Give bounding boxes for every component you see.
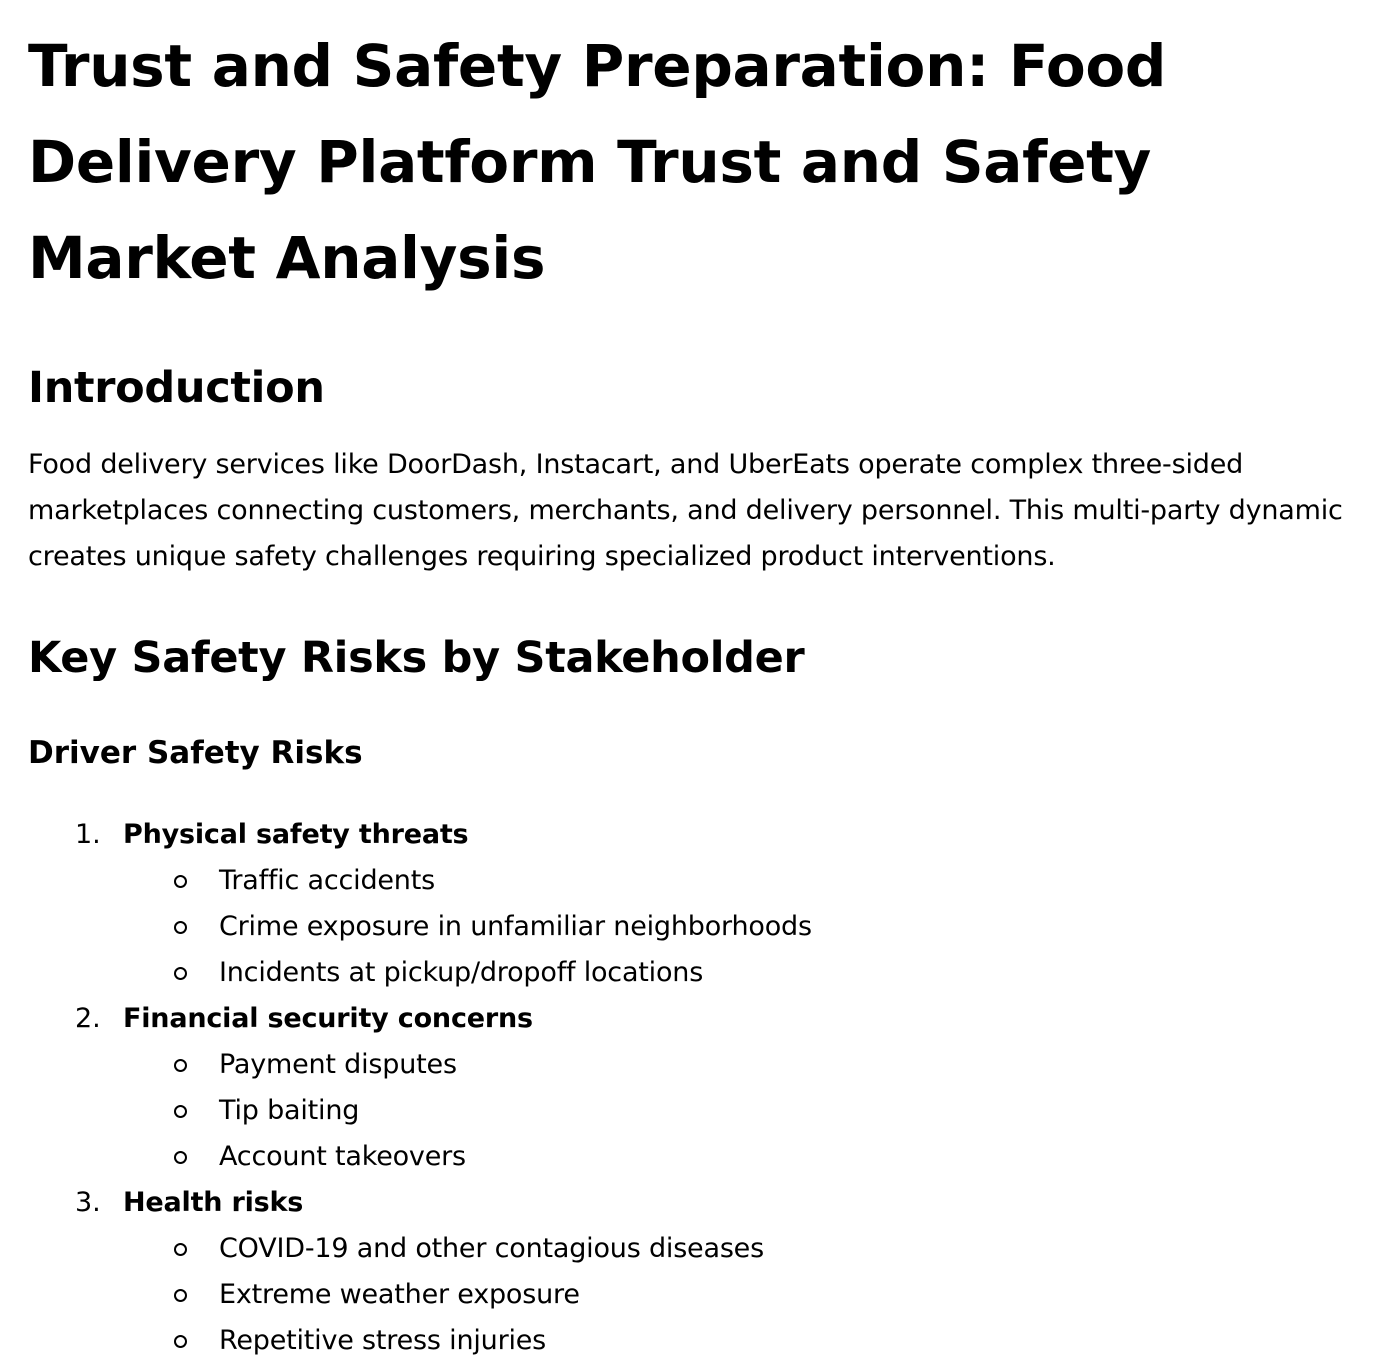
sub-list-item <box>123 1088 1372 1134</box>
hollow-circle-bullet-icon <box>174 875 187 888</box>
sub-list-item <box>123 1042 1372 1088</box>
hollow-circle-bullet-icon <box>174 967 187 980</box>
sub-item-text: Payment disputes <box>219 1049 457 1080</box>
sub-list-item <box>123 1318 1372 1364</box>
sub-item-text: Repetitive stress injuries <box>219 1325 547 1356</box>
risk-title: Health risks <box>123 1187 304 1218</box>
sub-list-item <box>123 1272 1372 1318</box>
list-item <box>28 1180 1372 1364</box>
sub-item-text: Tip baiting <box>219 1095 360 1126</box>
sub-list-item <box>123 1134 1372 1180</box>
list-item <box>28 812 1372 996</box>
sub-list <box>123 1042 1372 1180</box>
sub-item-text: Account takeovers <box>219 1141 466 1172</box>
sub-list-item <box>123 1226 1372 1272</box>
list-number: 2. <box>75 1003 101 1034</box>
hollow-circle-bullet-icon <box>174 921 187 934</box>
hollow-circle-bullet-icon <box>174 1335 187 1348</box>
sub-list <box>123 1226 1372 1364</box>
sub-item-text: Traffic accidents <box>219 865 435 896</box>
list-number: 3. <box>75 1187 101 1218</box>
hollow-circle-bullet-icon <box>174 1243 187 1256</box>
introduction-heading: Introduction <box>28 363 325 413</box>
list-number: 1. <box>75 819 101 850</box>
key-risks-heading: Key Safety Risks by Stakeholder <box>28 633 805 683</box>
list-item <box>28 996 1372 1180</box>
hollow-circle-bullet-icon <box>174 1289 187 1302</box>
risk-title: Physical safety threats <box>123 819 469 850</box>
sub-item-text: Incidents at pickup/dropoff locations <box>219 957 704 988</box>
hollow-circle-bullet-icon <box>174 1059 187 1072</box>
sub-item-text: Crime exposure in unfamiliar neighborhoods <box>219 911 812 942</box>
hollow-circle-bullet-icon <box>174 1151 187 1164</box>
hollow-circle-bullet-icon <box>174 1105 187 1118</box>
sub-list <box>123 858 1372 996</box>
introduction-paragraph: Food delivery services like DoorDash, Instacart, and UberEats operate complex three-sided marketplaces connecting customers, merchants, and delivery personnel. This multi-party dynamic creates unique safety challenges requiring specialized product interventions. <box>28 449 1343 572</box>
sub-list-item <box>123 950 1372 996</box>
sub-list-item <box>123 858 1372 904</box>
driver-risk-list <box>28 812 1372 1364</box>
risk-title: Financial security concerns <box>123 1003 533 1034</box>
page-title: Trust and Safety Preparation: Food Delivery Platform Trust and Safety Market Analysis <box>28 32 1167 292</box>
sub-item-text: Extreme weather exposure <box>219 1279 580 1310</box>
driver-risks-heading: Driver Safety Risks <box>28 735 363 771</box>
sub-item-text: COVID-19 and other contagious diseases <box>219 1233 764 1264</box>
sub-list-item <box>123 904 1372 950</box>
